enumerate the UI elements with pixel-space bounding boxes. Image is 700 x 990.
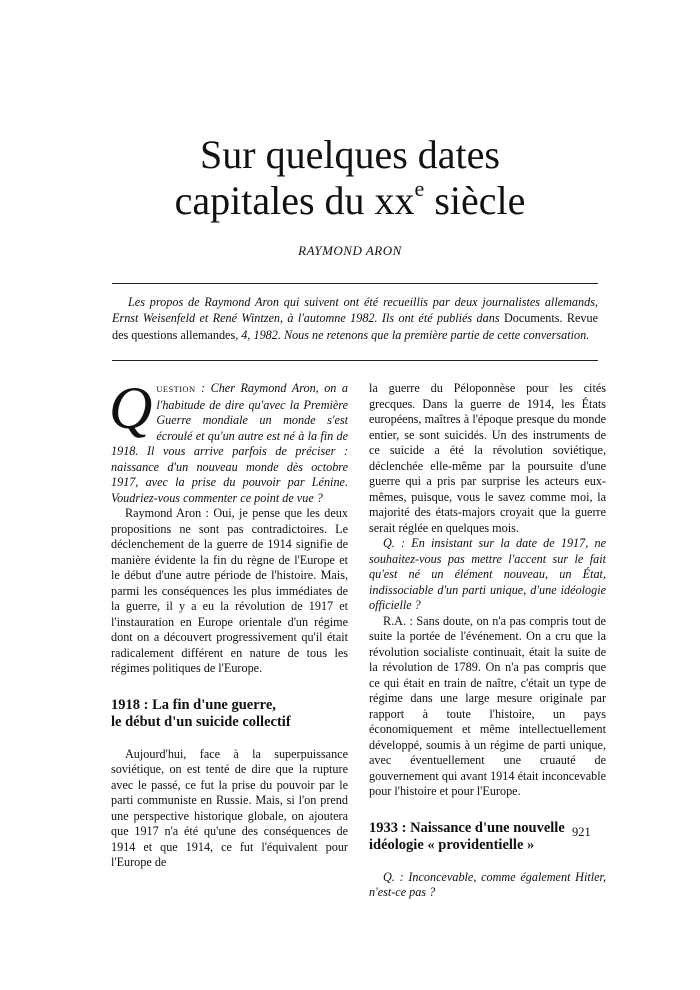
section-heading-1933-line-1: 1933 : Naissance d'une nouvelle bbox=[369, 819, 565, 836]
section-heading-1933-line-2: idéologie « providentielle » bbox=[369, 836, 535, 853]
section-heading-1918-line-1: 1918 : La fin d'une guerre, bbox=[111, 696, 276, 713]
opening-question bbox=[109, 375, 348, 506]
title-line-2 bbox=[0, 178, 700, 224]
section-heading-1918-line-2: le début d'un suicide collectif bbox=[111, 713, 291, 730]
section-heading-1918 bbox=[111, 697, 348, 731]
drop-cap: Q bbox=[109, 375, 153, 441]
intro-bottom-rule bbox=[112, 360, 598, 361]
title-line-2-text: capitales du xx bbox=[174, 178, 415, 223]
question-smallcaps: UESTION bbox=[156, 384, 196, 394]
intro-top-rule bbox=[112, 283, 598, 284]
intro-paragraph bbox=[112, 294, 598, 343]
intro-italic-2: , 4, 1982. Nous ne retenons que la première partie de cette conversation. bbox=[235, 327, 590, 342]
title-line-1: Sur quelques dates bbox=[200, 132, 500, 177]
answer-paragraph-2: Aujourd'hui, face à la superpuissance soviétique, on est tenté de dire que la rupture avec le passé, ce fut la prise du pouvoir par le parti communiste en Russie. Mais, si l'on prend une perspective historique globale, on ajoutera que 1917 n'a été qu'une des conséquences de 1914 et que 1914, ce fut l'équivalent pour l'Europe de bbox=[111, 746, 348, 869]
article-title bbox=[0, 132, 700, 224]
right-column bbox=[369, 381, 606, 901]
page-number: 921 bbox=[572, 825, 591, 839]
answer-paragraph-3: R.A. : Sans doute, on n'a pas compris tout de suite la portée de l'événement. On a cru que la révolution socialiste continuait, était la suite de la révolution de 1789. On n'a pas compris que ce qui était en train de naître, c'était un type de régime dans une large mesure originale par rapport à toute l'histoire, un pays économiquement et même intellectuellement développé, soumis à un régime de parti unique, avec éventuellement une cruauté de gouvernement qui avant 1914 était inconcevable pour l'histoire et pour l'Europe. bbox=[369, 613, 606, 798]
left-column bbox=[109, 375, 348, 871]
answer-paragraph-1: Raymond Aron : Oui, je pense que les deux propositions ne sont pas contradictoires. Le déclenchement de la guerre de 1914 signifie de manière évidente la fin du règne de l'Europe et le début d'une autre période de l'histoire. Mais, parmi les conséquences les plus immédiates de la guerre, il y a eu la révolution de 1917 et l'instauration en Europe orientale d'un régime dont on a découvert progressivement qu'il était radicalement différent en nature de tous les régimes politiques de l'Europe. bbox=[111, 506, 348, 675]
continuation-paragraph: la guerre du Péloponnèse pour les cités grecques. Dans la guerre de 1914, les États européens, maîtres à l'époque presque du monde entier, se sont suicidés. Un des instruments de ce suicide a été la révolution soviétique, déclenchée elle-même par la poursuite d'une guerre qui a pris par surprise les acteurs eux-mêmes, puisque, vous le savez comme moi, la majorité des états-majors croyait que la guerre serait réglée en quelques mois. bbox=[369, 381, 606, 535]
title-century-superscript: e bbox=[414, 176, 425, 201]
question-paragraph-3: Q. : Inconcevable, comme également Hitler, n'est-ce pas ? bbox=[369, 869, 606, 899]
intro-source-title: Documents. Revue des questions allemandes bbox=[112, 311, 598, 342]
author-name: RAYMOND ARON bbox=[298, 243, 402, 258]
question-text: : Cher Raymond Aron, on a l'habitude de dire qu'avec la Première Guerre mondiale un monde s'est écroulé et qu'un autre est né à la fin de 1918. Il vous arrive parfois de préciser : naissance d'un nouveau monde dès octobre 1917, avec la prise du pouvoir par Lénine. Voudriez-vous commenter ce point de vue ? bbox=[111, 381, 348, 505]
section-heading-1933 bbox=[369, 820, 606, 854]
question-paragraph-2: Q. : En insistant sur la date de 1917, ne souhaitez-vous pas mettre l'accent sur le fait qu'est né un élément nouveau, un État, indissociable d'un parti unique, d'une idéologie officielle ? bbox=[369, 536, 606, 612]
title-line-2-end: siècle bbox=[424, 178, 526, 223]
intro-italic-1: Les propos de Raymond Aron qui suivent ont été recueillis par deux journalistes allemands, Ernst Weisenfeld et René Wintzen, à l'automne 1982. Ils ont été publiés dans bbox=[112, 295, 598, 326]
